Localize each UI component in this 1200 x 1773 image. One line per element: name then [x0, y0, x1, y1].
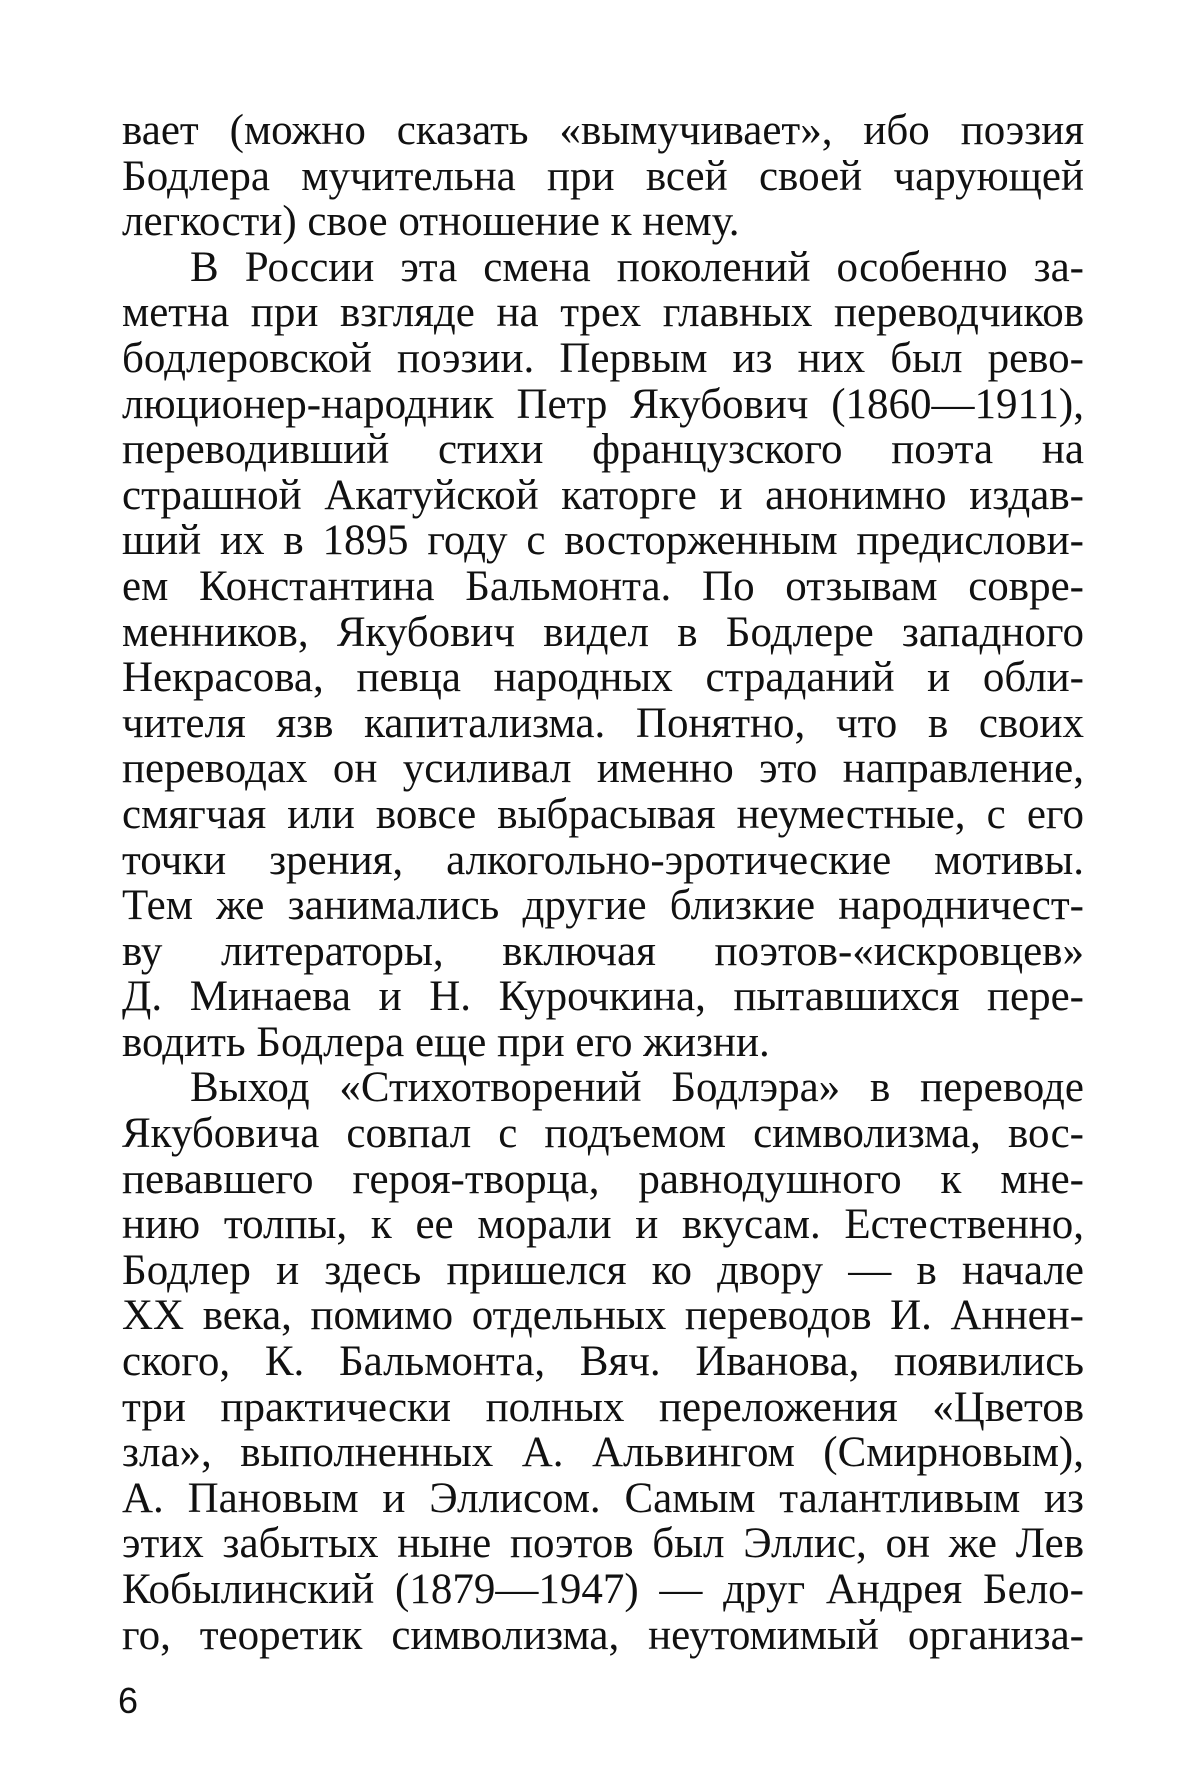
text-line: Некрасова, певца народных страданий и обли-: [122, 654, 1084, 702]
text-line: Тем же занимались другие близкие народничест-: [122, 882, 1084, 930]
text-line: метна при взгляде на трех главных переводчиков: [122, 289, 1084, 337]
text-line: ву литераторы, включая поэтов-«искровцев»: [122, 927, 1084, 975]
text-line: переводах он усиливал именно это направление,: [122, 745, 1084, 793]
text-line: XX века, помимо отдельных переводов И. Аннен-: [122, 1292, 1084, 1340]
text-line: смягчая или вовсе выбрасывая неуместные, с его: [122, 790, 1084, 838]
text-line: ший их в 1895 году с восторженным предислови-: [122, 517, 1084, 565]
page-number: 6: [118, 1680, 139, 1721]
paragraph-first-line: Выход «Стихотворений Бодлэра» в переводе: [190, 1064, 1084, 1112]
text-line: Кобылинский (1879—1947) — друг Андрея Бело-: [122, 1566, 1084, 1613]
text-line: легкости) свое отношение к нему.: [122, 198, 740, 246]
text-line: чителя язв капитализма. Понятно, что в своих: [122, 699, 1084, 747]
text-line: Д. Минаева и Н. Курочкина, пытавшихся пере-: [122, 973, 1084, 1021]
text-line: люционер-народник Петр Якубович (1860—1911),: [122, 380, 1084, 428]
paragraph-first-line: В России эта смена поколений особенно за-: [190, 243, 1084, 291]
text-line: зла», выполненных А. Альвингом (Смирновым),: [122, 1429, 1084, 1477]
text-line: А. Пановым и Эллисом. Самым талантливым из: [122, 1474, 1084, 1522]
text-line: певавшего героя-творца, равнодушного к мне-: [122, 1155, 1084, 1203]
text-line: Бодлер и здесь пришелся ко двору — в начале: [122, 1246, 1084, 1294]
text-line: Бодлера мучительна при всей своей чарующей: [122, 152, 1084, 200]
text-line: этих забытых ныне поэтов был Эллис, он же Лев: [122, 1520, 1084, 1568]
text-line: точки зрения, алкогольно-эротические мотивы.: [122, 836, 1084, 884]
text-line: водить Бодлера еще при его жизни.: [122, 1018, 770, 1066]
text-line: менников, Якубович видел в Бодлере западного: [122, 608, 1084, 656]
text-line: Якубовича совпал с подъемом символизма, вос-: [122, 1110, 1084, 1158]
text-line: вает (можно сказать «вымучивает», ибо поэзия: [122, 107, 1084, 154]
text-line: три практически полных переложения «Цветов: [122, 1383, 1084, 1431]
body-text: [122, 108, 1084, 1658]
text-line: го, теоретик символизма, неутомимый организа-: [122, 1611, 1084, 1659]
text-line: нию толпы, к ее морали и вкусам. Естественно,: [122, 1201, 1084, 1249]
text-line: страшной Акатуйской каторге и анонимно издав-: [122, 471, 1084, 519]
text-line: ем Константина Бальмонта. По отзывам совре-: [122, 562, 1084, 610]
text-line: бодлеровской поэзии. Первым из них был рево-: [122, 334, 1084, 382]
text-line: переводивший стихи французского поэта на: [122, 426, 1084, 474]
text-line: ского, К. Бальмонта, Вяч. Иванова, появились: [122, 1338, 1084, 1386]
